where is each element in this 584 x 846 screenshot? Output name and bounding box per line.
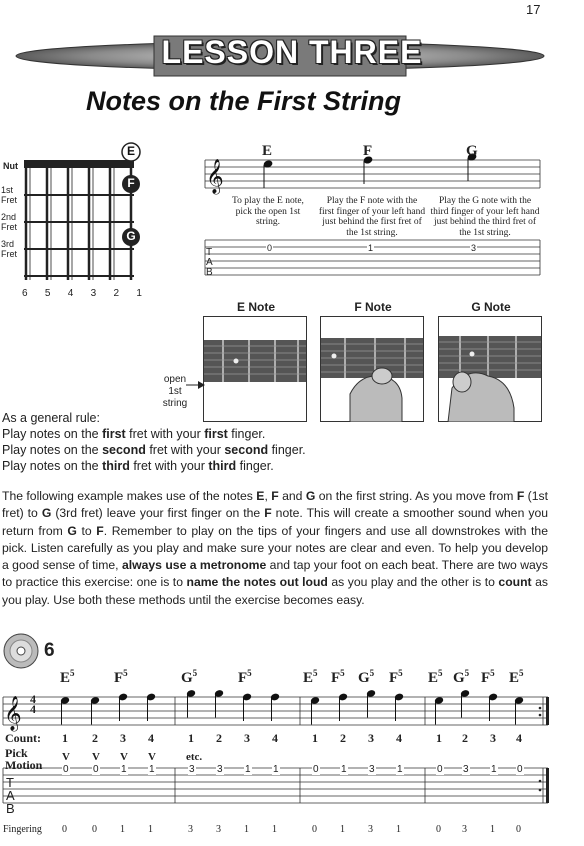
paragraph-bold: F bbox=[264, 506, 272, 521]
note-name-e: E bbox=[262, 143, 273, 159]
paragraph-bold: F bbox=[271, 489, 279, 503]
fingering-number: 3 bbox=[216, 824, 221, 835]
photo-g-note bbox=[438, 316, 542, 422]
count-values bbox=[0, 731, 584, 747]
paragraph-bold: count bbox=[498, 575, 532, 590]
chord-symbol bbox=[114, 668, 128, 687]
tab-fret: 0 bbox=[437, 764, 443, 775]
chord-symbol bbox=[428, 668, 443, 687]
count-number: 3 bbox=[368, 731, 374, 745]
count-label: Count: bbox=[5, 731, 42, 745]
rule-bold: second bbox=[224, 443, 269, 457]
tab-fret: 3 bbox=[463, 764, 469, 775]
string-number: 1 bbox=[136, 288, 142, 299]
count-number: 4 bbox=[148, 731, 154, 745]
chord-extension: 5 bbox=[247, 668, 252, 678]
chord-root: G bbox=[453, 670, 465, 686]
chord-extension: 5 bbox=[192, 668, 198, 678]
page-number: 17 bbox=[526, 2, 541, 17]
fret-2-label: 2nd Fret bbox=[1, 212, 18, 232]
rule-bold: first bbox=[102, 427, 126, 441]
chord-root: G bbox=[358, 670, 370, 686]
open-label-line: 1st bbox=[168, 386, 182, 397]
rule-bold: second bbox=[102, 443, 146, 457]
rule-text: Play notes on the bbox=[2, 459, 103, 473]
chord-extension: 5 bbox=[123, 668, 128, 678]
fingering-number: 3 bbox=[188, 824, 193, 835]
etc-label: etc. bbox=[186, 751, 203, 763]
rule-bold: third bbox=[102, 459, 130, 473]
tab-letter: A bbox=[6, 788, 15, 803]
fingering-number: 1 bbox=[272, 824, 277, 835]
rule-bold: first bbox=[204, 427, 228, 441]
rule-text: fret with your bbox=[129, 459, 209, 473]
paragraph-text: and tap your foot on each beat. There are two ways to practice this exercise: one is to bbox=[2, 558, 548, 590]
count-number: 4 bbox=[272, 731, 278, 745]
rule-text: finger. bbox=[227, 427, 266, 441]
tab-fret: 1 bbox=[121, 764, 127, 775]
chord-symbol bbox=[453, 668, 469, 687]
chord-extension: 5 bbox=[438, 668, 443, 678]
tab-fret: 0 bbox=[93, 764, 99, 775]
photo-label-g: G Note bbox=[471, 300, 511, 314]
tab-fret: 3 bbox=[217, 764, 223, 775]
chord-extension: 5 bbox=[340, 668, 345, 678]
tab-letter: B bbox=[6, 801, 15, 816]
pick-marks bbox=[0, 751, 300, 765]
page-subtitle: Notes on the First String bbox=[86, 86, 402, 116]
chord-root: F bbox=[114, 670, 124, 686]
paragraph-text: and bbox=[278, 489, 306, 503]
tab-fret: 1 bbox=[149, 764, 155, 775]
count-number: 3 bbox=[490, 731, 496, 745]
tab-fret-e: 0 bbox=[267, 243, 273, 253]
chord-symbol bbox=[481, 668, 495, 687]
count-number: 1 bbox=[312, 731, 318, 745]
fingering-number: 3 bbox=[368, 824, 373, 835]
paragraph-bold: G bbox=[67, 523, 77, 538]
chord-symbol bbox=[303, 668, 318, 687]
fingering-number: 0 bbox=[312, 824, 317, 835]
caption-f: Play the F note with the first finger of your left hand just behind the first fret of the 1st string. bbox=[318, 196, 426, 238]
fingering-number: 0 bbox=[516, 824, 521, 835]
paragraph-text: as you play. Use both these methods until the exercise becomes easy. bbox=[2, 575, 548, 607]
fingering-number: 1 bbox=[120, 824, 125, 835]
tab-fret: 1 bbox=[341, 764, 347, 775]
string-numbers bbox=[22, 288, 142, 299]
count-number: 1 bbox=[188, 731, 194, 745]
marker-g: G bbox=[126, 229, 136, 243]
count-number: 4 bbox=[516, 731, 522, 745]
chord-symbol bbox=[389, 668, 403, 687]
tab-fret: 1 bbox=[245, 764, 251, 775]
fingering-number: 1 bbox=[490, 824, 495, 835]
marker-e: E bbox=[126, 144, 135, 158]
chord-extension: 5 bbox=[464, 668, 470, 678]
paragraph-bold: G bbox=[305, 489, 316, 503]
rules-intro: As a general rule: bbox=[2, 411, 100, 425]
tab-fret: 0 bbox=[517, 764, 523, 775]
count-number: 1 bbox=[62, 731, 68, 745]
note-name-g: G bbox=[466, 143, 478, 159]
chord-symbol bbox=[60, 668, 75, 687]
note-name-f: F bbox=[363, 143, 373, 159]
tab-fret: 0 bbox=[313, 764, 319, 775]
chord-extension: 5 bbox=[313, 668, 318, 678]
paragraph-bold: G bbox=[41, 506, 52, 521]
count-number: 2 bbox=[340, 731, 346, 745]
rule-bold: third bbox=[208, 459, 237, 473]
tab-fret: 3 bbox=[369, 764, 375, 775]
time-sig-top: 4 bbox=[30, 692, 36, 706]
photo-f-note bbox=[320, 316, 424, 422]
open-label-line: string bbox=[162, 398, 188, 409]
exercise-tab-label bbox=[6, 776, 15, 815]
tab-fret: 1 bbox=[273, 764, 279, 775]
tab-fret: 1 bbox=[397, 764, 403, 775]
chord-symbol bbox=[331, 668, 345, 687]
pick-downstroke: V bbox=[62, 751, 70, 763]
count-number: 2 bbox=[216, 731, 222, 745]
string-number: 6 bbox=[22, 288, 28, 299]
paragraph-bold: name the notes out loud bbox=[186, 575, 328, 590]
chord-symbol bbox=[181, 668, 197, 687]
exercise-number: 6 bbox=[44, 640, 55, 661]
chord-root: F bbox=[238, 670, 248, 686]
tab-letter: A bbox=[206, 257, 213, 268]
tab-fret-f: 1 bbox=[368, 243, 374, 253]
tab-letter: B bbox=[206, 267, 213, 278]
paragraph-text: note. This will create a smoother sound when you return from bbox=[2, 506, 549, 538]
photo-label-e: E Note bbox=[236, 300, 275, 314]
tab-letter: T bbox=[6, 775, 14, 790]
tab-letter: T bbox=[206, 247, 213, 258]
rule-text: fret with your bbox=[145, 443, 225, 457]
arrow-icon bbox=[186, 380, 206, 390]
count-number: 1 bbox=[436, 731, 442, 745]
caption-e: To play the E note, pick the open 1st string. bbox=[232, 196, 304, 227]
chord-root: E bbox=[509, 670, 520, 686]
fingering-number: 0 bbox=[62, 824, 67, 835]
rule-line-1 bbox=[2, 426, 265, 442]
rule-line-2 bbox=[2, 442, 306, 458]
rule-text: finger. bbox=[236, 459, 274, 473]
rule-text: finger. bbox=[268, 443, 306, 457]
paragraph-bold: F bbox=[96, 523, 104, 538]
count-number: 2 bbox=[462, 731, 468, 745]
pick-downstroke: V bbox=[92, 751, 100, 763]
pick-downstroke: V bbox=[148, 751, 156, 763]
chord-symbol bbox=[238, 668, 252, 687]
open-label-line: open bbox=[163, 374, 187, 385]
nut-label: Nut bbox=[3, 161, 18, 171]
fingering-number: 0 bbox=[92, 824, 97, 835]
chord-root: E bbox=[303, 670, 314, 686]
pick-label-line: Pick bbox=[5, 746, 28, 760]
chord-root: E bbox=[60, 670, 71, 686]
svg-text:𝄞: 𝄞 bbox=[206, 159, 224, 194]
rule-text: fret with your bbox=[125, 427, 205, 441]
fret-3-label: 3rd Fret bbox=[1, 239, 18, 259]
fretboard-diagram bbox=[18, 140, 148, 290]
string-number: 3 bbox=[90, 288, 97, 299]
count-number: 3 bbox=[120, 731, 126, 745]
chord-extension: 5 bbox=[519, 668, 524, 678]
chord-extension: 5 bbox=[398, 668, 403, 678]
chord-root: G bbox=[181, 670, 193, 686]
rule-text: Play notes on the bbox=[2, 427, 103, 441]
paragraph-text: to bbox=[76, 523, 97, 538]
paragraph-text: , bbox=[264, 489, 272, 503]
fingering-label: Fingering bbox=[3, 824, 42, 835]
fret-1-label: 1st Fret bbox=[1, 185, 18, 205]
photo-e-note bbox=[203, 316, 307, 422]
fingering-number: 0 bbox=[436, 824, 441, 835]
chord-extension: 5 bbox=[490, 668, 495, 678]
time-signature bbox=[30, 694, 36, 714]
chord-symbols bbox=[0, 668, 584, 688]
lesson-title: LESSON THREE bbox=[161, 34, 423, 70]
fingering-number: 1 bbox=[340, 824, 345, 835]
string-number: 2 bbox=[113, 288, 120, 299]
paragraph-bold: E bbox=[256, 489, 265, 503]
fingering-number: 3 bbox=[462, 824, 467, 835]
tab-fret-g: 3 bbox=[471, 243, 477, 253]
paragraph-text: The following example makes use of the notes bbox=[2, 489, 257, 503]
chord-root: E bbox=[428, 670, 439, 686]
count-number: 3 bbox=[244, 731, 250, 745]
cd-icon bbox=[2, 632, 40, 670]
fingering-number: 1 bbox=[148, 824, 153, 835]
count-number: 2 bbox=[92, 731, 98, 745]
count-number: 4 bbox=[396, 731, 402, 745]
paragraph-text: . Remember to play on the tips of your fingers and use all downstrokes with the pick. Listen carefully as you play and make sure your notes are clear and even. To help you develop a good sense of time, bbox=[2, 523, 548, 573]
pick-downstroke: V bbox=[120, 751, 128, 763]
lesson-paragraph bbox=[2, 488, 548, 609]
chord-root: F bbox=[481, 670, 491, 686]
tab-fret: 1 bbox=[491, 764, 497, 775]
chord-symbol bbox=[509, 668, 524, 687]
exercise-tab-frets bbox=[0, 764, 584, 778]
string-number: 5 bbox=[44, 288, 51, 299]
fingering-number: 1 bbox=[244, 824, 249, 835]
photo-label-f: F Note bbox=[354, 300, 392, 314]
chord-symbol bbox=[358, 668, 374, 687]
marker-f: F bbox=[127, 176, 135, 190]
tab-label bbox=[206, 248, 213, 278]
chord-extension: 5 bbox=[369, 668, 375, 678]
pick-label-line: Motion bbox=[5, 758, 43, 772]
chord-extension: 5 bbox=[70, 668, 75, 678]
paragraph-text: on the first string. As you move from bbox=[315, 489, 517, 503]
fingering-number: 1 bbox=[396, 824, 401, 835]
tab-fret: 0 bbox=[63, 764, 69, 775]
string-number: 4 bbox=[67, 288, 74, 299]
paragraph-text: (1st fret) to bbox=[2, 489, 548, 521]
paragraph-bold: always use a metronome bbox=[121, 558, 267, 573]
paragraph-bold: F bbox=[516, 489, 525, 503]
paragraph-text: (3rd fret) leave your first finger on the bbox=[51, 506, 265, 521]
rule-text: Play notes on the bbox=[2, 443, 103, 457]
chord-root: F bbox=[331, 670, 341, 686]
time-sig-bottom: 4 bbox=[30, 702, 36, 716]
paragraph-text: as you play and the other is to bbox=[327, 575, 499, 590]
rule-line-3 bbox=[2, 458, 274, 474]
svg-text:𝄞: 𝄞 bbox=[4, 696, 22, 731]
caption-g: Play the G note with the third finger of your left hand just behind the third fret of the 1st string. bbox=[430, 196, 540, 238]
chord-root: F bbox=[389, 670, 399, 686]
tab-fret: 3 bbox=[189, 764, 195, 775]
fingering-values bbox=[0, 824, 584, 838]
